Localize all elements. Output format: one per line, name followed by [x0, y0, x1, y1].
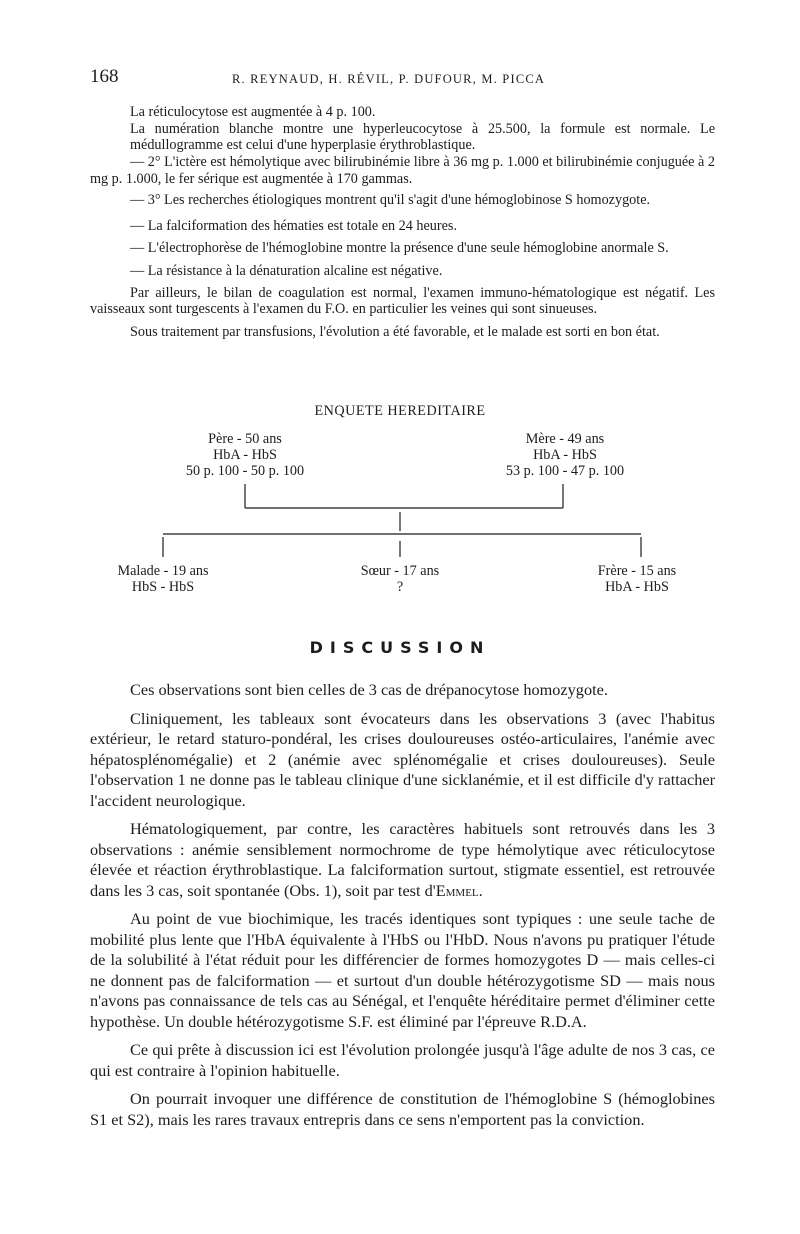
pedigree-brother: [537, 563, 737, 595]
icterus-paragraph: — 2° L'ictère est hémolytique avec bilirubinémie libre à 36 mg p. 1.000 et bilirubinémie conjuguée à 2 mg p. 1.000, le fer sérique est augmentée à 170 gammas.: [90, 154, 715, 187]
discussion-paragraph-6: On pourrait invoquer une différence de constitution de l'hémoglobine S (hémoglobines S1 et S2), mais les rares travaux entrepris dans ce sens n'emportent pas la conviction.: [90, 1089, 715, 1129]
patient-label: Malade - 19 ans: [117, 563, 209, 579]
mother-percent: 53 p. 100 - 47 p. 100: [505, 463, 625, 479]
discussion-paragraph-2: Cliniquement, les tableaux sont évocateurs dans les observations 3 (avec l'habitus extérieur, le retard staturo-pondéral, les crises douloureuses ostéo-articulaires, l'anémie avec hépatosplénomégalie) et 2 (anémie avec splénomégalie et crises douloureuses). Seule l'observation 1 ne donne pas le tableau clinique d'une sicklanémie, et il est difficile d'y rattacher l'accident neurologique.: [90, 708, 715, 810]
father-label: Père - 50 ans: [208, 431, 282, 447]
sister-label: Sœur - 17 ans: [360, 563, 440, 579]
discussion-body: [90, 680, 715, 1138]
pedigree-patient: [63, 563, 263, 595]
father-genotype: HbA - HbS: [213, 447, 277, 463]
discussion-heading: DISCUSSION: [309, 638, 491, 657]
emmel-name: Emmel: [435, 880, 479, 900]
brother-label: Frère - 15 ans: [597, 563, 677, 579]
father-percent: 50 p. 100 - 50 p. 100: [185, 463, 305, 479]
pedigree-title: ENQUETE HEREDITAIRE: [314, 403, 486, 419]
mother-label: Mère - 49 ans: [525, 431, 605, 447]
pedigree-sister: [300, 563, 500, 595]
reticulocytosis-line: La réticulocytose est augmentée à 4 p. 100.: [130, 104, 376, 120]
coagulation-paragraph: Par ailleurs, le bilan de coagulation est normal, l'examen immuno-hématologique est négatif. Les vaisseaux sont turgescents à l'examen du F.O. en particulier les veines qui sont sinueuses.: [90, 284, 715, 318]
etiology-paragraph: — 3° Les recherches étiologiques montrent qu'il s'agit d'une hémoglobinose S homozygote.: [130, 192, 651, 209]
patient-genotype: HbS - HbS: [131, 579, 195, 595]
electrophoresis-paragraph: — L'électrophorèse de l'hémoglobine montre la présence d'une seule hémoglobine anormale S.: [130, 240, 669, 257]
white-count-paragraph: La numération blanche montre une hyperleucocytose à 25.500, la formule est normale. Le médullogramme est celui d'une hyperplasie érythroblastique.: [130, 120, 715, 154]
discussion-paragraph-1: Ces observations sont bien celles de 3 cas de drépanocytose homozygote.: [130, 680, 608, 699]
treatment-paragraph: Sous traitement par transfusions, l'évolution a été favorable, et le malade est sorti en bon état.: [130, 323, 660, 340]
brother-genotype: HbA - HbS: [605, 579, 669, 595]
page-number: 168: [90, 66, 119, 87]
alkaline-resistance-line: — La résistance à la dénaturation alcaline est négative.: [130, 262, 443, 279]
mother-genotype: HbA - HbS: [533, 447, 597, 463]
discussion-paragraph-4: Au point de vue biochimique, les tracés identiques sont typiques : une seule tache de mobilité plus lente que l'HbA équivalente à l'HbS ou l'HbD. Nous n'avons pu pratiquer l'étude de la solubilité à l'état réduit pour les différencier de formes homozygotes D — mais celles-ci ne donnent pas de falciformation — et surtout d'un double hétérozygotisme SD — mais nous n'avons pas connaissance de tels cas au Sénégal, et l'enquête héréditaire permet d'éliminer cette hypothèse. Un double hétérozygotisme S.F. est éliminé par l'épreuve R.D.A.: [90, 909, 715, 1031]
running-header-authors: R. REYNAUD, H. RÉVIL, P. DUFOUR, M. PICCA: [232, 72, 546, 86]
sister-genotype: ?: [396, 579, 404, 595]
discussion-paragraph-3: Hématologiquement, par contre, les caractères habituels sont retrouvés dans les 3 observations : anémie sensiblement normochrome de type hémolytique avec réticulocytose élevée et réaction érythroblastique. La falciformation surtout, stigmate essentiel, est retrouvée dans les 3 cas, soit spontanée (Obs. 1), soit par test d'Emmel.: [90, 819, 715, 900]
discussion-paragraph-5: Ce qui prête à discussion ici est l'évolution prolongée jusqu'à l'âge adulte de nos 3 cas, ce qui est contraire à l'opinion habituelle.: [90, 1040, 715, 1080]
falciformation-line: — La falciformation des hématies est totale en 24 heures.: [130, 217, 457, 234]
